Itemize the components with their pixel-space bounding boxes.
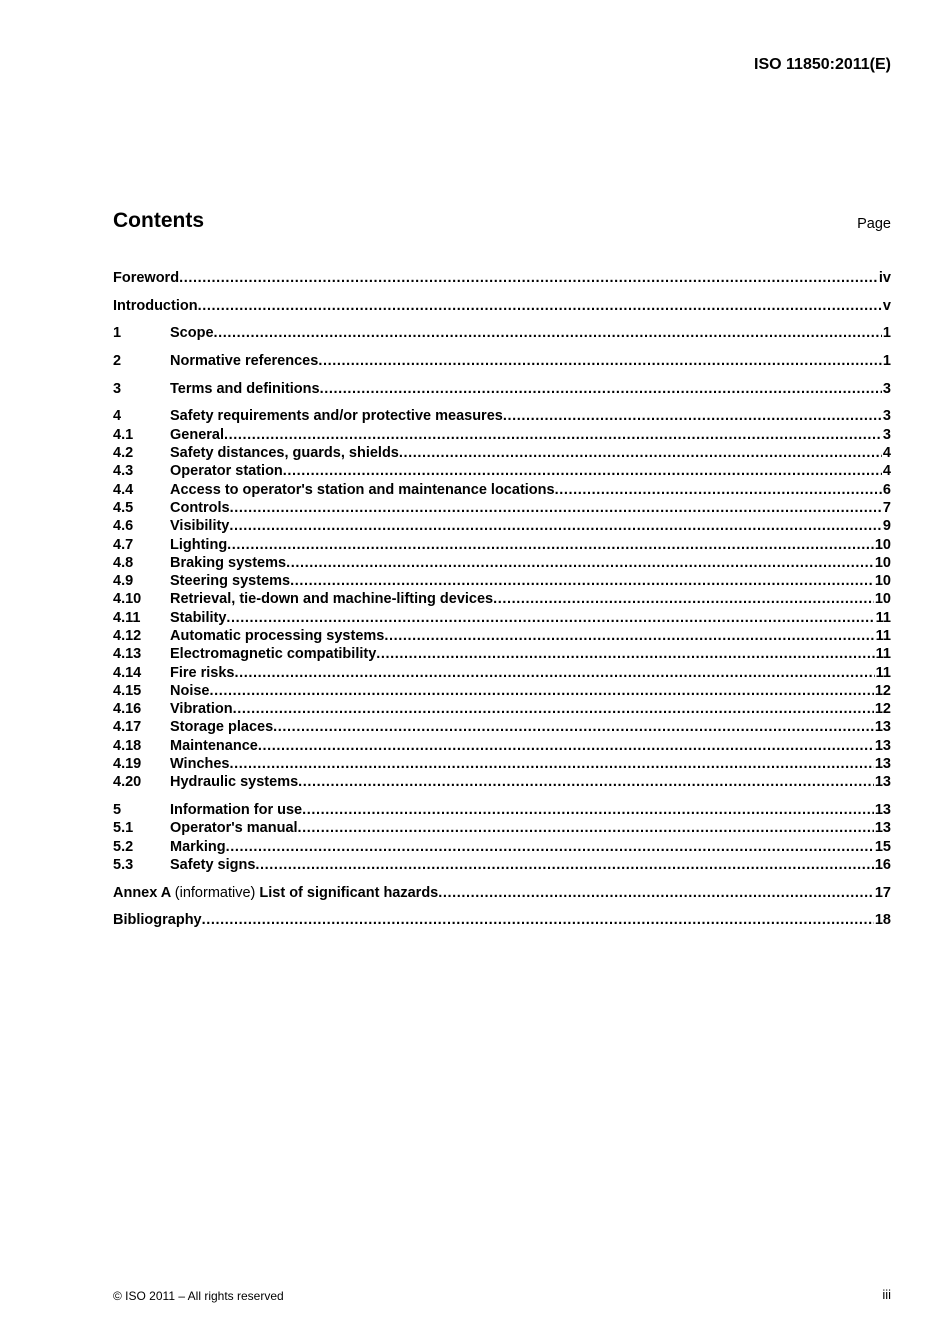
toc-entry-title: Scope bbox=[170, 325, 214, 342]
toc-entry-page: 12 bbox=[874, 701, 891, 718]
toc-entry-page: 10 bbox=[874, 554, 891, 571]
toc-entry-page: 1 bbox=[882, 353, 891, 370]
toc-entry-page: 13 bbox=[874, 802, 891, 819]
toc-entry-page: 7 bbox=[882, 499, 891, 516]
toc-entry-number: 4.6 bbox=[113, 518, 134, 535]
toc-entry-page: 1 bbox=[882, 325, 891, 342]
toc-entry-title: Safety signs bbox=[170, 856, 256, 873]
toc-entry[interactable] bbox=[113, 700, 891, 718]
toc-entry-leader bbox=[235, 664, 875, 682]
toc-entry-leader bbox=[376, 645, 874, 663]
toc-entry-page: 3 bbox=[882, 380, 891, 397]
toc-entry-title: Fire risks bbox=[170, 664, 235, 681]
toc-entry-page: 10 bbox=[874, 573, 891, 590]
toc-entry-leader bbox=[214, 324, 882, 342]
toc-entry-page: 4 bbox=[882, 463, 891, 480]
toc-entry[interactable] bbox=[113, 838, 891, 856]
toc-entry-title: Operator station bbox=[170, 463, 283, 480]
toc-entry[interactable] bbox=[113, 645, 891, 663]
toc-entry-leader bbox=[227, 536, 874, 554]
toc-entry-leader bbox=[302, 801, 874, 819]
toc-entry-number: 4.7 bbox=[113, 536, 134, 553]
toc-entry-number: 4.3 bbox=[113, 463, 134, 480]
toc-entry-number: 4.18 bbox=[113, 737, 142, 754]
toc-entry-leader bbox=[210, 682, 874, 700]
toc-entry-title: Visibility bbox=[170, 518, 230, 535]
annex-qualifier: (informative) bbox=[174, 884, 256, 901]
toc-entry-leader bbox=[224, 426, 882, 444]
toc-entry-page: 3 bbox=[882, 426, 891, 443]
toc-entry-page: 13 bbox=[874, 756, 891, 773]
toc-entry-leader bbox=[202, 911, 874, 929]
annex-entry-title bbox=[113, 884, 438, 902]
toc-entry-title: Vibration bbox=[170, 701, 233, 718]
toc-entry-leader bbox=[320, 380, 882, 398]
toc-entry-page: v bbox=[882, 297, 891, 314]
toc-entry-page: 13 bbox=[874, 737, 891, 754]
toc-entry[interactable] bbox=[113, 269, 891, 287]
toc-entry-page: 10 bbox=[874, 591, 891, 608]
bibliography-page: 18 bbox=[874, 912, 891, 929]
toc-entry-leader bbox=[179, 269, 878, 287]
toc-entry-number: 4 bbox=[113, 408, 122, 425]
toc-entry-leader bbox=[298, 819, 874, 837]
toc-entry-leader bbox=[258, 737, 874, 755]
toc-entry-number: 4.19 bbox=[113, 756, 142, 773]
toc-entry-page: 11 bbox=[875, 664, 891, 681]
toc-entry-page: 11 bbox=[875, 628, 891, 644]
toc-entry-page: 9 bbox=[882, 518, 891, 535]
toc-entry[interactable] bbox=[113, 444, 891, 462]
toc-entry-title: Terms and definitions bbox=[170, 380, 320, 397]
toc-entry[interactable] bbox=[113, 380, 891, 398]
toc-entry-page: 15 bbox=[874, 838, 891, 855]
toc-entry-title: Foreword bbox=[113, 270, 180, 286]
toc-entry-number: 5.3 bbox=[113, 856, 134, 873]
page-column-label: Page bbox=[857, 216, 891, 232]
toc-entry-number: 4.2 bbox=[113, 445, 134, 462]
toc-entry-page: 13 bbox=[874, 719, 891, 736]
toc-entry-title: Electromagnetic compatibility bbox=[170, 646, 377, 663]
toc-entry[interactable] bbox=[113, 517, 891, 535]
toc-entry-leader bbox=[230, 499, 882, 517]
toc-entry-number: 4.20 bbox=[113, 774, 142, 791]
toc-entry-page: 11 bbox=[875, 646, 891, 663]
toc-entry-leader bbox=[230, 755, 874, 773]
toc-entry-title: Introduction bbox=[113, 297, 198, 314]
annex-title: List of significant hazards bbox=[259, 884, 439, 901]
toc-entry-title: Marking bbox=[170, 838, 226, 855]
toc-entry-number: 4.13 bbox=[113, 646, 142, 663]
toc-entry-page: iv bbox=[878, 270, 891, 286]
toc-entry-leader bbox=[290, 572, 874, 590]
toc-entry[interactable] bbox=[113, 718, 891, 736]
toc-entry-leader bbox=[229, 517, 882, 535]
toc-entry-leader bbox=[555, 481, 882, 499]
toc-entry[interactable] bbox=[113, 554, 891, 572]
toc-entry[interactable] bbox=[113, 352, 891, 370]
toc-entry-leader bbox=[493, 590, 874, 608]
toc-entry[interactable] bbox=[113, 297, 891, 315]
toc-entry-leader bbox=[399, 444, 882, 462]
toc-entry-leader bbox=[298, 773, 874, 791]
toc-entry-title: Automatic processing systems bbox=[170, 628, 385, 644]
annex-label: Annex A bbox=[113, 884, 171, 901]
toc-entry-number: 4.5 bbox=[113, 499, 134, 516]
toc-entry-page: 4 bbox=[882, 445, 891, 462]
toc-entry[interactable] bbox=[113, 499, 891, 517]
toc-entry-leader bbox=[198, 297, 882, 315]
toc-entry-number: 1 bbox=[113, 325, 122, 342]
toc-entry-number: 5.2 bbox=[113, 838, 134, 855]
toc-entry-leader bbox=[384, 627, 874, 645]
toc-entry-page: 16 bbox=[874, 856, 891, 873]
toc-entry-title: Maintenance bbox=[170, 737, 258, 754]
toc-entry-title: Retrieval, tie-down and machine-lifting devices bbox=[170, 591, 494, 608]
toc-entry-number: 4.14 bbox=[113, 664, 142, 681]
toc-entry-number: 4.12 bbox=[113, 628, 142, 644]
toc-entry[interactable] bbox=[113, 773, 891, 791]
toc-entry-leader bbox=[286, 554, 874, 572]
toc-entry-leader bbox=[438, 884, 874, 902]
toc-entry-page: 6 bbox=[882, 481, 891, 498]
footer-page-number: iii bbox=[882, 1287, 891, 1302]
toc-entry[interactable] bbox=[113, 481, 891, 499]
toc-entry-list bbox=[113, 269, 891, 874]
toc-entry-number: 3 bbox=[113, 380, 122, 397]
toc-entry-title: Information for use bbox=[170, 802, 303, 819]
toc-entry-title: Steering systems bbox=[170, 573, 291, 590]
toc-entry-page: 12 bbox=[874, 682, 891, 699]
toc-entry[interactable] bbox=[113, 324, 891, 342]
toc-entry-title: General bbox=[170, 426, 224, 443]
toc-entry[interactable] bbox=[113, 627, 891, 645]
footer-copyright: © ISO 2011 – All rights reserved bbox=[113, 1289, 284, 1303]
toc-entry[interactable] bbox=[113, 664, 891, 682]
toc-entry-title: Access to operator's station and maintenance locations bbox=[170, 481, 555, 498]
document-id: ISO 11850:2011(E) bbox=[754, 56, 891, 73]
toc-entry[interactable] bbox=[113, 737, 891, 755]
toc-entry-title: Normative references bbox=[170, 353, 319, 370]
toc-entry-number: 4.16 bbox=[113, 701, 142, 718]
toc-entry-title: Safety requirements and/or protective measures bbox=[170, 408, 503, 425]
toc-entry-leader bbox=[283, 462, 882, 480]
toc-entry-number: 4.4 bbox=[113, 481, 134, 498]
toc-entry-leader bbox=[503, 407, 882, 425]
toc-entry-number: 5.1 bbox=[113, 820, 134, 837]
toc-entry[interactable] bbox=[113, 856, 891, 874]
bibliography-title: Bibliography bbox=[113, 912, 202, 929]
toc-entry-page: 10 bbox=[874, 536, 891, 553]
toc-entry-number: 4.10 bbox=[113, 591, 142, 608]
toc-entry-number: 5 bbox=[113, 802, 122, 819]
toc-entry-page: 13 bbox=[874, 774, 891, 791]
toc-entry-leader bbox=[226, 609, 874, 627]
toc-entry-title: Safety distances, guards, shields bbox=[170, 445, 399, 462]
toc-entry[interactable] bbox=[113, 819, 891, 837]
toc-entry-title: Braking systems bbox=[170, 554, 287, 571]
toc-entry-title: Storage places bbox=[170, 719, 274, 736]
toc-entry-number: 4.1 bbox=[113, 426, 134, 443]
toc-entry-title: Controls bbox=[170, 499, 230, 516]
toc-entry[interactable] bbox=[113, 609, 891, 627]
toc-entry-title: Stability bbox=[170, 609, 227, 626]
toc-entry-annex-a[interactable] bbox=[113, 884, 891, 902]
toc-entry-title: Hydraulic systems bbox=[170, 774, 299, 791]
toc-entry-title: Lighting bbox=[170, 536, 228, 553]
toc-entry-leader bbox=[318, 352, 882, 370]
toc-entry-leader bbox=[273, 718, 874, 736]
toc-entry-number: 4.17 bbox=[113, 719, 142, 736]
toc-entry-page: 13 bbox=[874, 820, 891, 837]
toc-entry-title: Noise bbox=[170, 682, 210, 699]
toc-entry-number: 4.11 bbox=[113, 609, 141, 626]
toc-entry[interactable] bbox=[113, 407, 891, 425]
toc-entry[interactable] bbox=[113, 682, 891, 700]
toc-entry[interactable] bbox=[113, 572, 891, 590]
toc-entry[interactable] bbox=[113, 426, 891, 444]
toc-entry-number: 4.9 bbox=[113, 573, 134, 590]
contents-title: Contents bbox=[113, 209, 204, 232]
toc-entry-leader bbox=[233, 700, 874, 718]
toc-entry-number: 4.15 bbox=[113, 682, 142, 699]
toc-entry[interactable] bbox=[113, 755, 891, 773]
toc-entry[interactable] bbox=[113, 536, 891, 554]
toc-entry-title: Winches bbox=[170, 756, 230, 773]
toc-entry-leader bbox=[226, 838, 874, 856]
toc-entry-bibliography[interactable] bbox=[113, 911, 891, 929]
toc-entry-title: Operator's manual bbox=[170, 820, 298, 837]
toc-entry-leader bbox=[255, 856, 873, 874]
toc-entry-page: 3 bbox=[882, 408, 891, 425]
toc-entry-number: 2 bbox=[113, 353, 122, 370]
toc-entry-page: 11 bbox=[875, 609, 891, 626]
toc-entry[interactable] bbox=[113, 462, 891, 480]
toc-entry[interactable] bbox=[113, 801, 891, 819]
toc-entry[interactable] bbox=[113, 590, 891, 608]
table-of-contents bbox=[113, 269, 891, 930]
toc-entry-number: 4.8 bbox=[113, 554, 134, 571]
annex-page: 17 bbox=[874, 884, 891, 901]
